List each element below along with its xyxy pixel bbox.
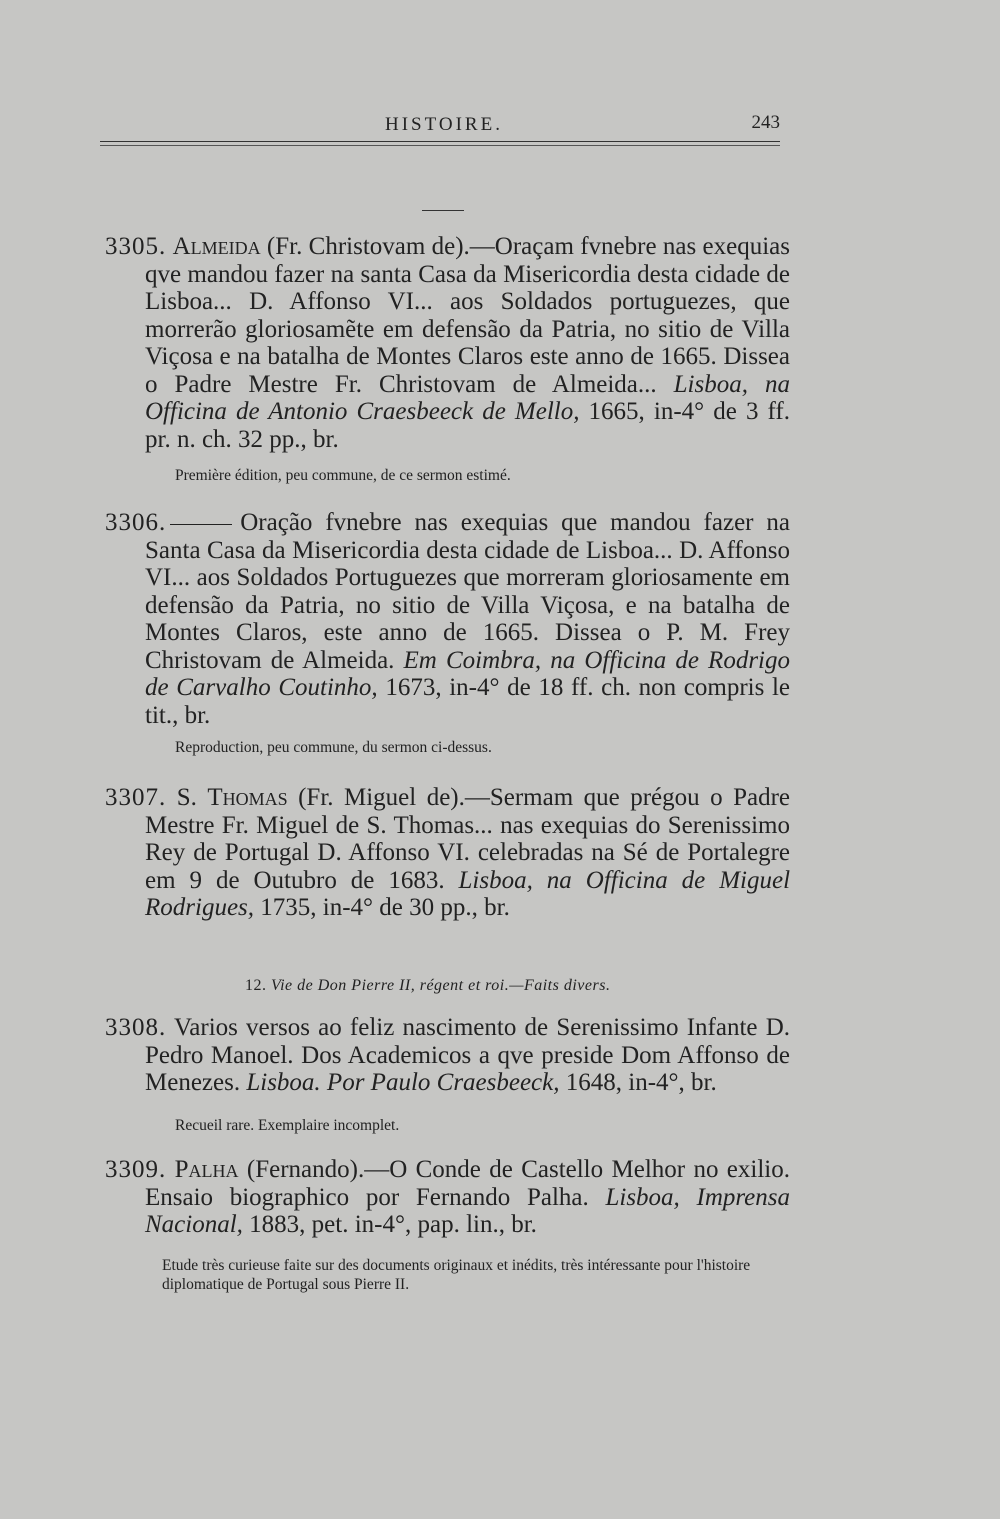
page-header-title: HISTOIRE. bbox=[385, 114, 503, 135]
entry-text: (Fernando).—O Conde de Castello Melhor no exilio. Ensaio biographico por Fernando Palha. bbox=[145, 1156, 790, 1211]
entry-text: Oração fvnebre nas exequias que mandou fazer na Santa Casa da Misericordia desta cidade de Lisboa... D. Affonso VI... aos Soldados Portuguezes que morreram gloriosamente em defensão da Patria, no sitio de Villa Viçosa, e na batalha de Montes Claros, este anno de 1665. Dissea o P. M. Frey Christovam de Almeida. bbox=[145, 509, 790, 674]
header-rule bbox=[100, 141, 780, 142]
entry-3306 bbox=[105, 509, 790, 729]
entry-text: (Fr. Christovam de).—Oraçam fvnebre nas exequias qve mandou fazer na santa Casa da Misericordia desta cidade de Lisboa... D. Affonso VI... aos Soldados portuguezes, que morrerão gloriosamẽte em defensão da Patria, no sitio de Villa Viçosa e na batalha de Montes Claros este anno de 1665. Dissea o Padre Mestre Fr. Christovam de Almeida... bbox=[145, 233, 790, 398]
entry-3305-note: Première édition, peu commune, de ce sermon estimé. bbox=[175, 467, 511, 484]
entry-number: 3306. bbox=[105, 509, 167, 536]
entry-author: Almeida bbox=[172, 233, 261, 260]
entry-imprint: Lisboa, na Officina de Miguel Rodrigues, bbox=[145, 866, 791, 921]
entry-text-end: 1648, in-4°, br. bbox=[559, 1069, 717, 1096]
entry-number: 3307. bbox=[105, 784, 167, 811]
ditto-dash bbox=[170, 524, 232, 525]
entry-3307 bbox=[105, 784, 790, 922]
page-number: 243 bbox=[751, 112, 780, 133]
entry-3305 bbox=[105, 233, 790, 453]
entry-3309-note: Etude très curieuse faite sur des documents originaux et inédits, très intéressante pour l'histoire diplomatique de Portugal sous Pierre II. bbox=[162, 1257, 751, 1293]
entry-text-end: 1735, in-4° de 30 pp., br. bbox=[254, 894, 510, 921]
entry-number: 3308. bbox=[105, 1014, 167, 1041]
entry-text-end: 1883, pet. in-4°, pap. lin., br. bbox=[242, 1211, 537, 1238]
entry-number: 3309. bbox=[105, 1156, 167, 1183]
entry-number: 3305. bbox=[105, 233, 167, 260]
entry-imprint: Lisboa, Imprensa Nacional, bbox=[145, 1183, 790, 1238]
entry-text: Varios versos ao feliz nascimento de Serenissimo Infante D. Pedro Manoel. Dos Academicos a qve preside Dom Affonso de Menezes. bbox=[145, 1014, 790, 1096]
running-head bbox=[100, 110, 780, 150]
entry-imprint: Em Coimbra, na Officina de Rodrigo de Carvalho Coutinho, bbox=[145, 646, 790, 701]
entry-text-end: 1665, in-4° de 3 ff. pr. n. ch. 32 pp., br. bbox=[145, 398, 790, 453]
entry-text-end: 1673, in-4° de 18 ff. ch. non compris le tit., br. bbox=[145, 674, 791, 729]
entry-3308-note: Recueil rare. Exemplaire incomplet. bbox=[175, 1117, 400, 1134]
entry-prefix: S. bbox=[166, 784, 208, 811]
entry-author: Thomas bbox=[207, 784, 288, 811]
header-rule-secondary bbox=[100, 145, 780, 146]
entry-3308 bbox=[105, 1014, 790, 1097]
section-title: Vie de Don Pierre II, régent et roi.—Faits divers. bbox=[271, 977, 611, 994]
section-number: 12. bbox=[245, 977, 267, 994]
section-separator-dash bbox=[422, 210, 464, 211]
entry-text: (Fr. Miguel de).—Sermam que prégou o Padre Mestre Fr. Miguel de S. Thomas... nas exequias do Serenissimo Rey de Portugal D. Affonso VI. celebradas na Sé de Portalegre em 9 de Outubro de 1683. bbox=[145, 784, 790, 894]
entry-3306-note: Reproduction, peu commune, du sermon ci-dessus. bbox=[175, 739, 492, 756]
entry-author: Palha bbox=[174, 1156, 239, 1183]
entry-imprint: Lisboa. Por Paulo Craesbeeck, bbox=[246, 1069, 560, 1096]
entry-imprint: Lisboa, na Officina de Antonio Craesbeeck de Mello, bbox=[145, 370, 790, 425]
entry-3309 bbox=[105, 1156, 790, 1239]
section-heading bbox=[245, 977, 610, 995]
